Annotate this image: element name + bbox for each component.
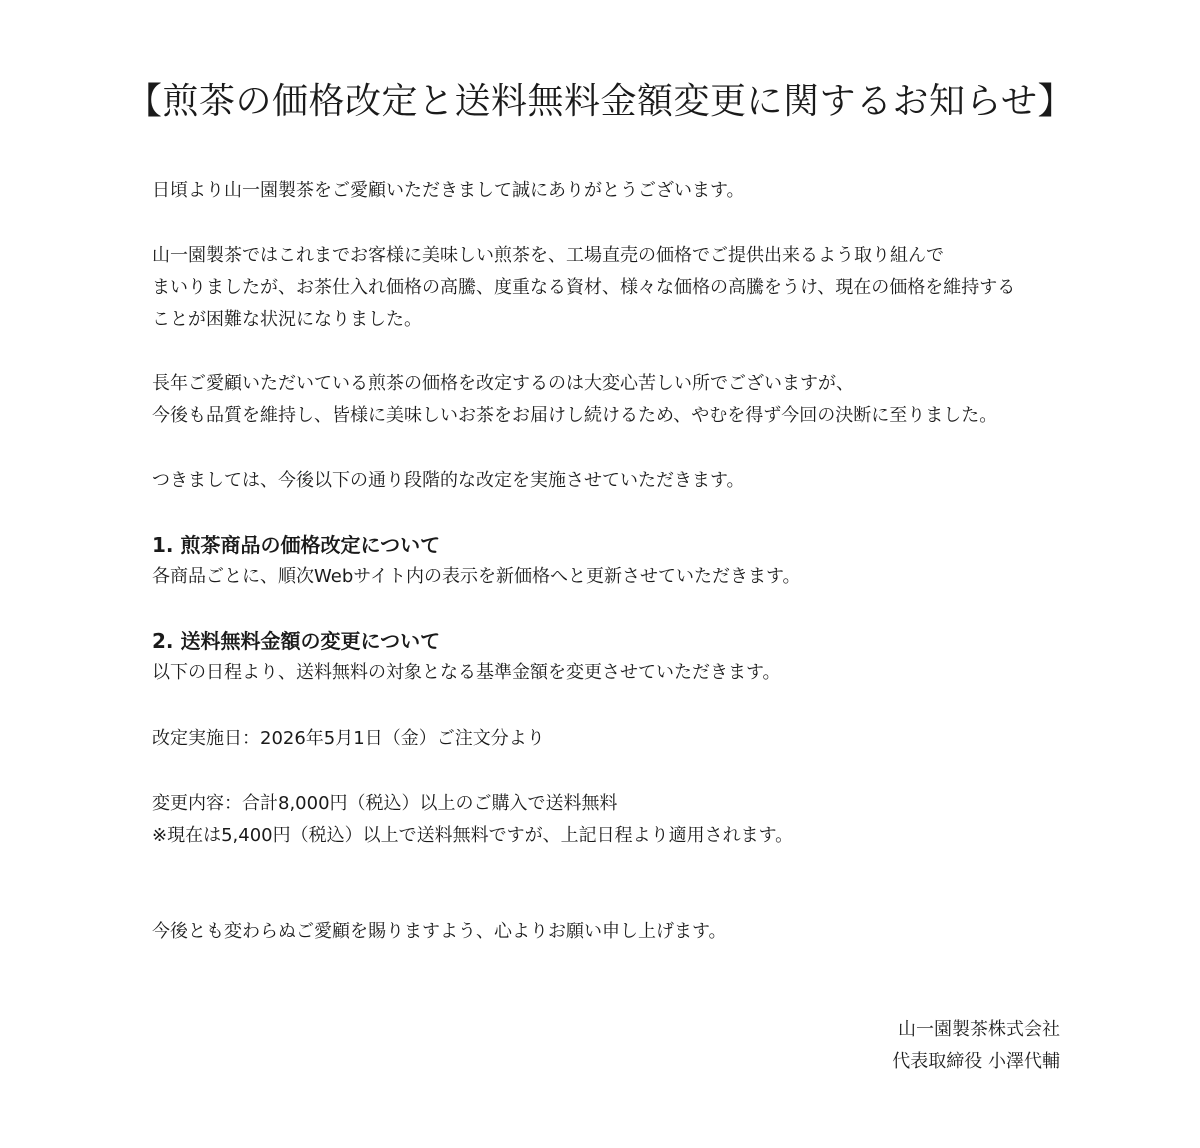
paragraph-line: まいりましたが、お茶仕入れ価格の高騰、度重なる資材、様々な価格の高騰をうけ、現在の価格を維持する (152, 277, 1016, 298)
paragraph-implementation: つきましては、今後以下の通り段階的な改定を実施させていただきます。 (152, 470, 745, 491)
greeting-text: 日頃より山一園製茶をご愛顧いただきまして誠にありがとうございます。 (152, 180, 745, 201)
paragraph-line: 山一園製茶ではこれまでお客様に美味しい煎茶を、工場直売の価格でご提供出来るよう取り組んで (152, 245, 944, 266)
change-details (152, 788, 1112, 852)
section-1-text: 各商品ごとに、順次Webサイト内の表示を新価格へと更新させていただきます。 (152, 566, 801, 587)
paragraph-line: 長年ご愛顧いただいている煎茶の価格を改定するのは大変心苦しい所でございますが、 (152, 373, 854, 394)
change-detail-note: ※現在は5,400円（税込）以上で送料無料ですが、上記日程より適用されます。 (152, 825, 794, 846)
page-title: 【煎茶の価格改定と送料無料金額変更に関するお知らせ】 (126, 81, 1074, 122)
section-1-heading: 1. 煎茶商品の価格改定について (152, 533, 441, 557)
paragraph-line: 今後も品質を維持し、皆様に美味しいお茶をお届けし続けるため、やむを得ず今回の決断に至りました。 (152, 405, 998, 426)
signature-block (892, 1014, 1060, 1078)
effective-date: 改定実施日：2026年5月1日（金）ご注文分より (152, 728, 545, 749)
section-2-text: 以下の日程より、送料無料の対象となる基準金額を変更させていただきます。 (152, 662, 781, 683)
representative-name: 代表取締役 小澤代輔 (892, 1051, 1060, 1072)
section-2-heading: 2. 送料無料金額の変更について (152, 629, 441, 653)
company-name: 山一園製茶株式会社 (898, 1019, 1060, 1040)
closing-text: 今後とも変わらぬご愛顧を賜りますよう、心よりお願い申し上げます。 (152, 921, 727, 942)
paragraph-decision (152, 368, 1112, 432)
paragraph-price-background (152, 240, 1112, 336)
change-detail-line: 変更内容：合計8,000円（税込）以上のご購入で送料無料 (152, 793, 618, 814)
paragraph-line: ことが困難な状況になりました。 (152, 309, 422, 330)
